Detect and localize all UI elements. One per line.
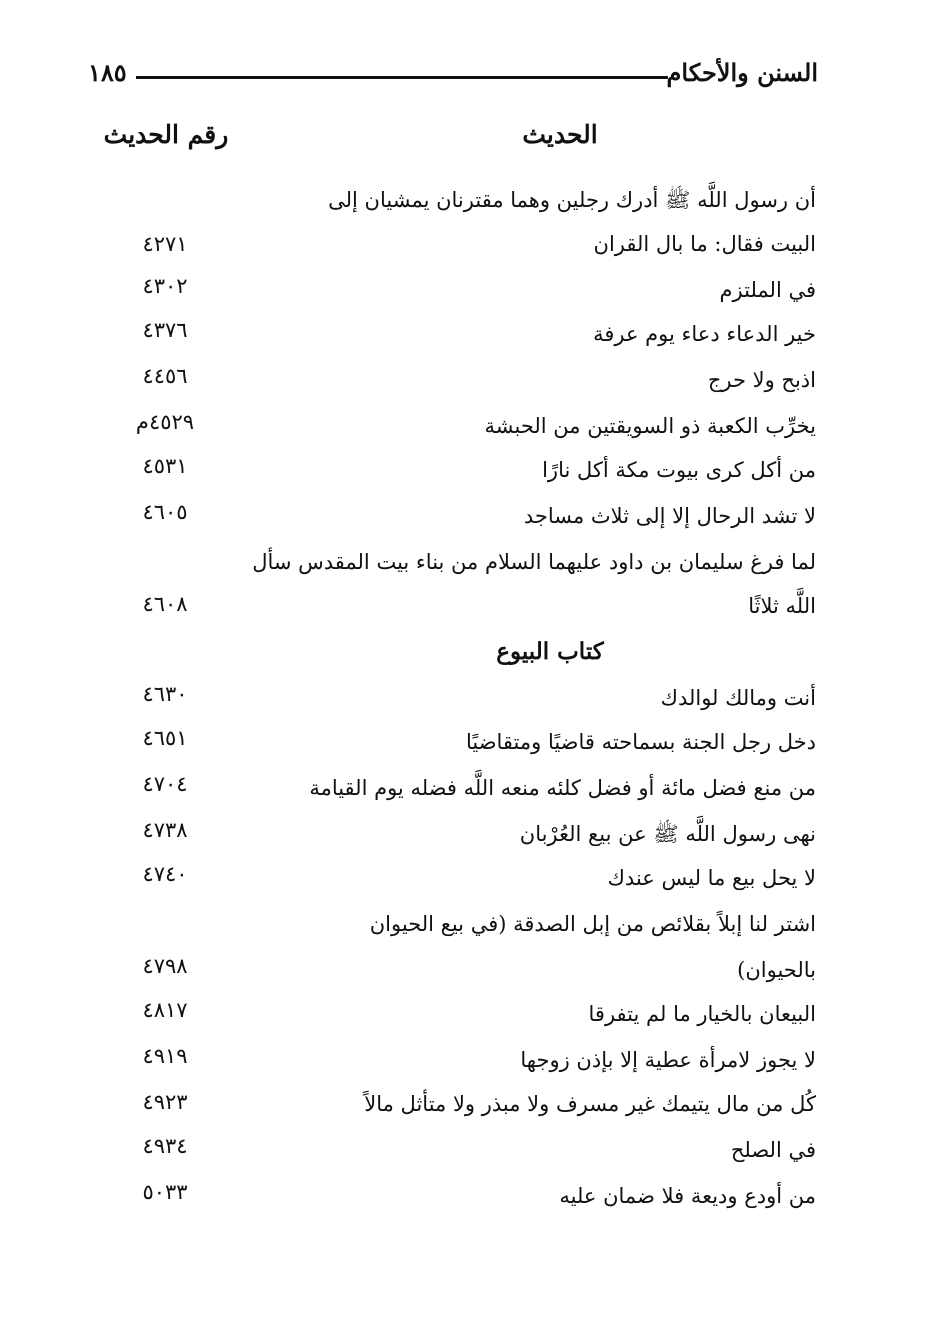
- hadith-number: ٤٢٧١: [142, 232, 188, 256]
- hadith-number: ٤٥٢٩م: [135, 410, 195, 434]
- hadith-number: ٤٦٥١: [142, 726, 188, 750]
- hadith-text-line: في الملتزم: [719, 278, 816, 302]
- hadith-text-line: من أودع وديعة فلا ضمان عليه: [559, 1184, 816, 1208]
- hadith-number: ٤٩١٩: [142, 1044, 188, 1068]
- running-header: [88, 56, 818, 96]
- hadith-text-line: لما فرغ سليمان بن داود عليهما السلام من بناء بيت المقدس سأل: [252, 550, 816, 574]
- hadith-number: ٤٧٣٨: [142, 818, 188, 842]
- hadith-text-line: بالحيوان): [737, 958, 816, 982]
- hadith-number: ٤٥٣١: [142, 454, 188, 478]
- book-title: السنن والأحكام: [666, 58, 818, 87]
- hadith-number: ٤٦٠٨: [142, 592, 188, 616]
- hadith-text-line: اللَّه ثلاثًا: [748, 594, 816, 618]
- hadith-text-line: لا يجوز لامرأة عطية إلا بإذن زوجها: [520, 1048, 816, 1072]
- hadith-text-line: خير الدعاء دعاء يوم عرفة: [593, 322, 816, 346]
- hadith-number: ٤٦٠٥: [142, 500, 188, 524]
- hadith-text-line: البيعان بالخيار ما لم يتفرقا: [588, 1002, 816, 1026]
- hadith-column-heading: الحديث: [522, 120, 598, 149]
- header-rule: [136, 76, 668, 79]
- hadith-number: ٥٠٣٣: [142, 1180, 188, 1204]
- hadith-text-line: لا تشد الرحال إلا إلى ثلاث مساجد: [523, 504, 816, 528]
- hadith-text-line: اذبح ولا حرج: [707, 368, 816, 392]
- hadith-number: ٤٨١٧: [142, 998, 188, 1022]
- hadith-text-line: كُل من مال يتيمك غير مسرف ولا مبذر ولا متأثل مالاً: [364, 1092, 816, 1116]
- hadith-number: ٤٩٣٤: [142, 1134, 188, 1158]
- hadith-number-column-heading: رقم الحديث: [103, 120, 229, 149]
- hadith-number: ٤٣٠٢: [142, 274, 188, 298]
- hadith-text-line: من أكل كرى بيوت مكة أكل نارًا: [542, 458, 816, 482]
- page-number: ١٨٥: [88, 58, 127, 87]
- hadith-number: ٤٧٤٠: [142, 862, 188, 886]
- hadith-text-line: في الصلح: [730, 1138, 816, 1162]
- hadith-text-line: البيت فقال: ما بال القران: [593, 232, 816, 256]
- hadith-number: ٤٧٠٤: [142, 772, 188, 796]
- hadith-text-line: من منع فضل مائة أو فضل كلئه منعه اللَّه فضله يوم القيامة: [309, 776, 816, 800]
- hadith-number: ٤٧٩٨: [142, 954, 188, 978]
- section-heading: كتاب البيوع: [496, 638, 604, 665]
- hadith-number: ٤٣٧٦: [142, 318, 188, 342]
- hadith-text-line: نهى رسول اللَّه ﷺ عن بيع العُرْبان: [519, 822, 816, 846]
- hadith-text-line: يخرِّب الكعبة ذو السويقتين من الحبشة: [484, 414, 816, 438]
- hadith-text-line: اشتر لنا إبلاً بقلائص من إبل الصدقة (في بيع الحيوان: [369, 912, 816, 936]
- hadith-number: ٤٤٥٦: [142, 364, 188, 388]
- hadith-number: ٤٦٣٠: [142, 682, 188, 706]
- hadith-text-line: أن رسول اللَّه ﷺ أدرك رجلين وهما مقترنان يمشيان إلى: [328, 188, 816, 212]
- hadith-text-line: لا يحل بيع ما ليس عندك: [607, 866, 816, 890]
- hadith-number: ٤٩٢٣: [142, 1090, 188, 1114]
- hadith-text-line: دخل رجل الجنة بسماحته قاضيًا ومتقاضيًا: [465, 730, 816, 754]
- hadith-text-line: أنت ومالك لوالدك: [660, 686, 816, 710]
